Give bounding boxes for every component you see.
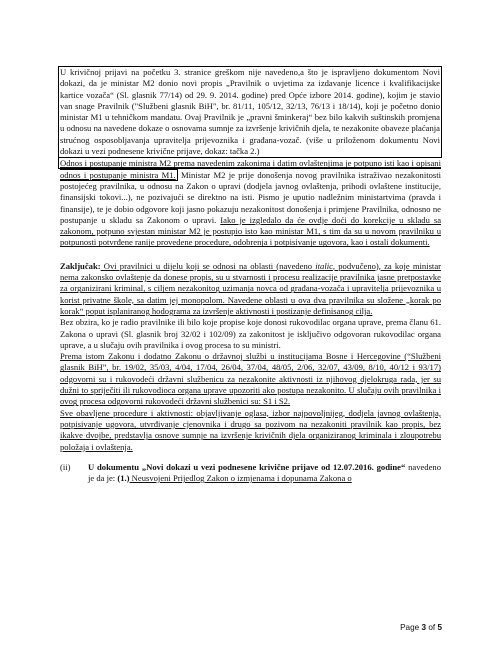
list-item-number: (1.): [117, 473, 130, 484]
page-of: of: [428, 623, 436, 632]
list-item-lead: U dokumentu „Novi dokazi u vezi podnesene krivične prijave od 12.07.2016. godine“: [88, 461, 406, 472]
list-item-text: [88, 462, 441, 485]
paragraph-5: [60, 351, 441, 407]
document-body: [60, 66, 441, 484]
page-label: Page: [400, 623, 420, 632]
conclusion-text-2: , podvučeno), za koje ministar nema zakonsko ovlaštenje da donese propis, su u stvarnosti i procesu realizacije pravilnika jasne pretpostavke za organizirani kriminal, s ciljem nezakonitog uzimanja novca od građana-vozača i upravitelja prijevoznika u korist privatne škole, sa datim jej monopolom. Navedene oblasti u ova dva pravilnika su složene „korak po korak“ poput isplaniranog hodograma za izvršenje aktivnosti i postizanje definisanog cilja.: [60, 260, 441, 316]
paragraph-boxed-1: [58, 66, 442, 158]
conclusion-label: Zaključak:: [60, 260, 101, 271]
page-total: 5: [437, 623, 442, 632]
list-item: [60, 462, 441, 485]
spacer: [60, 453, 441, 462]
list-numeral: (ii): [60, 461, 71, 472]
paragraph-6: [60, 408, 441, 453]
paragraph-text: Prema istom Zakonu i dodatno Zakonu o državnoj službi u institucijama Bosne i Hercegovine (“Službeni glasnik BiH”, br. 19/02, 35/03, 4/04, 17/04, 26/04, 37/04, 48/05, 2/06, 32/07, 43/09, 8/10, 40/12 i 93/17) odgovorni su i rukovodeći državni službenicu za nezakonite aktivnosti iz njihovog djelokruga rada, jer su dužni to spriječiti ili rukovodioca organa uprave upozoriti ako postupa nezakonito. U slučaju ovih pravilnika i ovog procesa odgovorni rukovodeći državni službenici su: S1 i S2.: [60, 351, 441, 407]
paragraph-text: Bez obzira, ko je radio pravilnike ili bilo koje propise koje donosi rukovodilac organa uprave, prema članu 61. Zakona o upravi (Sl. glasnik broj 32/02 i 102/09) za zakonitost je isključivo odgovoran rukovodilac organa uprave, a u slučaju ovih pravilnika i ovog procesa to su ministri.: [60, 317, 441, 350]
paragraph-conclusion: [60, 261, 441, 317]
page-footer: [400, 623, 442, 632]
paragraph-text: U krivičnoj prijavi na početku 3. stranice greškom nije navedeno,a što je ispravljeno dokumentom Novi dokazi, da je ministar M2 donio novi propis „Pravilnik o uvjetima za izdavanje licence i kvalifikacijske kartice vozača“ (Sl. glasnik 77/14) od 29. 9. 2014. godine) pred Opće izbore 2014. godine), kojim je stavio van snage Pravilnik ("Službeni glasnik BiH", br. 81/11, 105/12, 32/13, 76/13 i 18/14), koji je početno donio ministar M1 u tehničkom mandatu. Ovaj Pravilnik je „pravni šminkeraj“ bez bilo kakvih suštinskih promjena u odnosu na navedene dokaze o osnovama sumnje za izvršenje krivičnih djela, te nezakonite obaveze plaćanja strućnog osposobljavanja upravitelja prijevoznika i građana-vozač. (više u priloženom dokumentu Novi dokazi u vezi podnesene krivične prijave, dokaz: tačka 2.): [60, 67, 440, 157]
paragraph-boxed-underlined: Odnos i postupanje ministra M2 prema navedenim zakonima i datim ovlaštenjima je potpuno isti kao i opisani odnos i postupanje ministra M1.: [60, 158, 441, 180]
paragraph-text: Ministar M2 je prije donošenja novog pravilnika istraživao nezakonitosti postojećeg pravilnika, u odnosu na Zakon o upravi (dodjela javnog ovlaštenja, prihodi ovlaštene institucije, finansijski tokovi...), ne pozivajući se direktno na isti. Pismo je uputio nadležnim ministartvima (pravda i finansije), te je dobio odgovore koji jasno pokazuju nezakonitost donošenja i primjene Pravilnika, odnosno ne postupanje u skladu sa Zakonom o upravi.: [60, 169, 442, 225]
page-current: 3: [421, 623, 427, 632]
paragraph-2: [60, 158, 441, 248]
paragraph-underlined: Iako je izgledalo da će ovdje doći do korekcije u skladu sa zakonom, potpuno svjestan ministar M2 je postupio isto kao ministar M1, s tim da su u novom pravilniku u potpunosti potvrđene ranije provedene procedure, odobrenja i potpisivanje ugovora, kao i ostali dokumenti.: [60, 214, 442, 248]
conclusion-italic: italic: [315, 260, 333, 271]
list-item-tail: navedeno je da je:: [88, 461, 442, 484]
paragraph-text: Sve obavljene procedure i aktivnosti: objavljivanje oglasa, izbor najpovoljnijeg, dodjela javnog ovlaštenja, potpisivanje ugovora, utvrđivanje cjenovnika i drugo sa pozivom na nezakoniti pravilnik kao propis, bez ikakve dvojbe, predstavlja osnove sumnje na izvršenje krivičnih djela organiziranog kriminala i zloupotrebu položaja i ovlaštenja.: [60, 407, 441, 452]
conclusion-text-1: Ovi pravilnici u dijelu koji se odnosi na oblasti (navedeno: [100, 260, 316, 271]
spacer: [60, 249, 441, 261]
list-item-underlined: Neusvojeni Prijedlog Zakon o izmjenama i dopunama Zakona o: [129, 473, 352, 484]
paragraph-4: [60, 317, 441, 351]
